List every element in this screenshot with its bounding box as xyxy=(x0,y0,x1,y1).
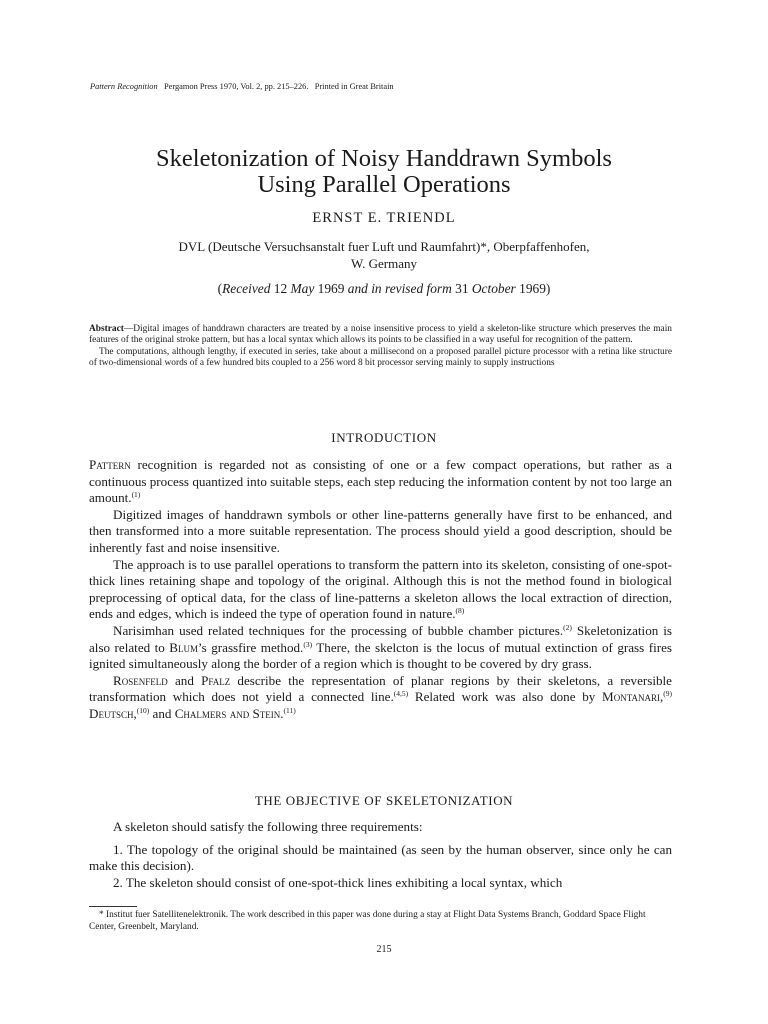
author: ERNST E. TRIENDL xyxy=(312,210,456,226)
introduction-body xyxy=(89,457,672,723)
introduction-heading: INTRODUCTION xyxy=(331,430,437,445)
intro-paragraph-1: Pattern recognition is regarded not as consisting of one or a few compact operations, but rather as a continuous process quantized into suitable steps, each step reducing the information content by not too large an amount.$^{(1)}$ xyxy=(89,457,672,506)
affiliation-line-2: W. Germany xyxy=(351,256,417,271)
paper-title xyxy=(60,146,708,198)
footnote-rule xyxy=(89,906,137,907)
citation: Pergamon Press 1970, Vol. 2, pp. 215–226. xyxy=(163,82,309,91)
affiliation xyxy=(60,238,708,272)
journal-name: Pattern Recognition xyxy=(90,82,158,91)
abstract-paragraph-2: The computations, although lengthy, if executed in series, take about a millisecond on a proposed parallel picture processor with a retina like structure of two-dimensional words of a few hundred bits coupled to a 256 word 8 bit processor serving mainly to supply instructions xyxy=(89,346,672,369)
abstract xyxy=(89,324,672,370)
abstract-label: Abstract xyxy=(89,324,124,334)
footnote: * Institut fuer Satellitenelektronik. The work described in this paper was done during a stay at Flight Data Systems Branch, Goddard Space Flight Center, Greenbelt, Maryland. xyxy=(89,910,646,932)
intro-paragraph-2: Digitized images of handdrawn symbols or other line-patterns generally have first to be enhanced, and then transformed into a more suitable representation. The process should yield a good description, should be inherently fast and noise insensitive. xyxy=(89,506,672,555)
intro-paragraph-5: Rosenfeld and Pfalz describe the representation of planar regions by their skeletons, a reversible transformation which does not yield a connected line.$^{(4,5)}$ Related work was also done by Montanari,$^{(9)}$ Deutsch,$^{(10)}$ and Chalmers and Stein.$^{(11)}$ xyxy=(89,672,672,721)
objective-intro: A skeleton should satisfy the following three requirements: xyxy=(113,819,423,834)
objective-body xyxy=(89,819,672,891)
requirement-1: 1. The topology of the original should be maintained (as seen by the human observer, since only he can make this decision). xyxy=(89,841,672,874)
received-dates: (Received 12 May 1969 and in revised form 31 October 1969) xyxy=(217,281,551,296)
objective-heading: THE OBJECTIVE OF SKELETONIZATION xyxy=(254,793,514,808)
page-number: 215 xyxy=(376,944,392,955)
printed-note: Printed in Great Britain xyxy=(314,82,394,91)
title-line-2: Using Parallel Operations xyxy=(257,171,511,198)
intro-paragraph-4: Narisimhan used related techniques for the processing of bubble chamber pictures.$^{(2)}$ Skeletonization is also related to Blum’s grassfire method.$^{(3)}$ There, the skelcton is the locus of mutual extinction of grass fires ignited simultaneously along the border of a region which is thought to be covered by dry grass. xyxy=(89,622,673,672)
abstract-paragraph-1: Abstract—Digital images of handdrawn characters are treated by a noise insensitive process to yield a skeleton-like structure which preserves the main features of the original stroke pattern, but has a local syntax which allows its points to be classified in a way useful for recognition of the pattern. xyxy=(89,324,672,346)
running-header xyxy=(90,82,394,91)
intro-paragraph-3: The approach is to use parallel operations to transform the pattern into its skeleton, consisting of one-spot-thick lines retaining shape and topology of the original. Although this is not the method found in biological preprocessing of optical data, for the class of line-patterns a skeleton allows the local extraction of direction, ends and edges, which is indeed the type of operation found in nature.$^{(8)}$ xyxy=(89,556,672,622)
title-line-1: Skeletonization of Noisy Handdrawn Symbols xyxy=(156,145,612,172)
requirement-2: 2. The skeleton should consist of one-spot-thick lines exhibiting a local syntax, which xyxy=(113,874,563,890)
affiliation-line-1: DVL (Deutsche Versuchsanstalt fuer Luft und Raumfahrt)*, Oberpfaffenhofen, xyxy=(178,239,590,254)
